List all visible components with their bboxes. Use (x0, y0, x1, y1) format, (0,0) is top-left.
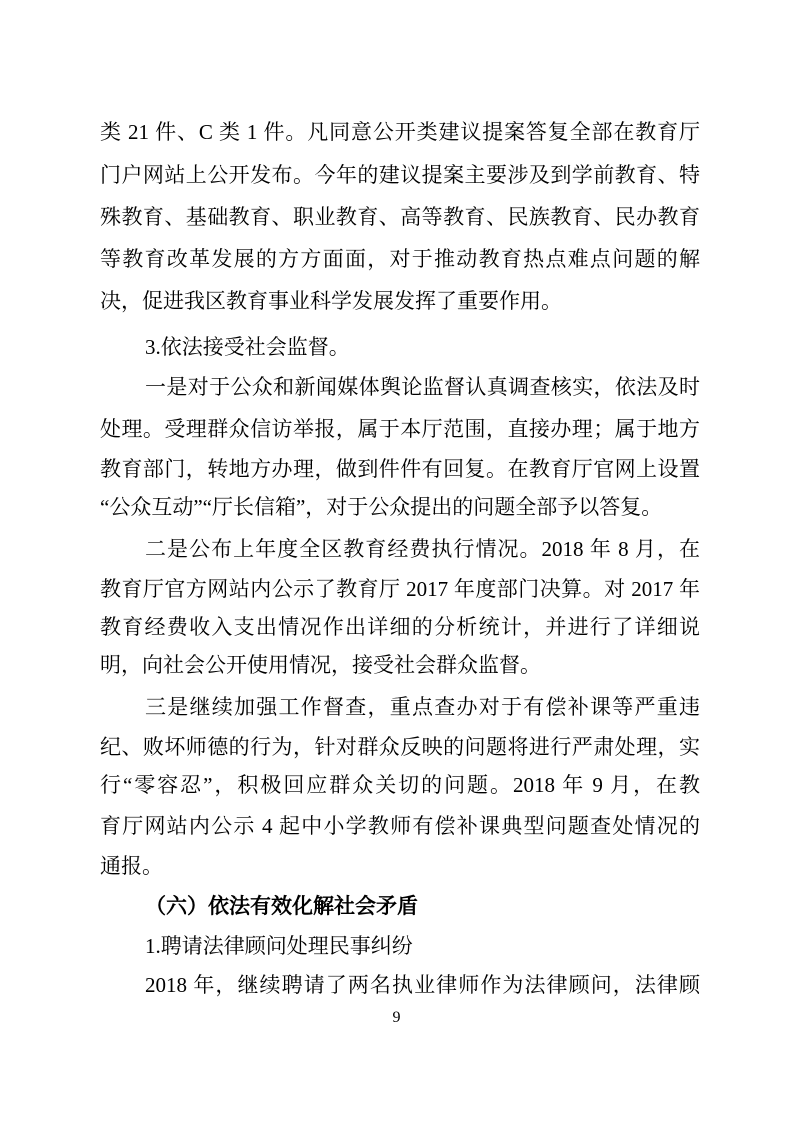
text-line: 三是继续加强工作督查，重点查办对于有偿补课等严重违 (145, 695, 700, 719)
text-line: 一是对于公众和新闻媒体舆论监督认真调查核实，依法及时 (145, 375, 700, 399)
text-line: 殊教育、基础教育、职业教育、高等教育、民族教育、民办教育 (100, 205, 700, 229)
section-heading-text: （六）依法有效化解社会矛盾 (145, 894, 418, 918)
text-line: 教育部门，转地方办理，做到件件有回复。在教育厅官网上设置 (100, 457, 700, 481)
text-line: 等教育改革发展的方方面面，对于推动教育热点难点问题的解 (100, 247, 700, 271)
text-line: 教育厅官方网站内公示了教育厅 2017 年度部门决算。对 2017 年 (100, 577, 700, 601)
text-line: 2018 年，继续聘请了两名执业律师作为法律顾问，法律顾 (145, 973, 700, 997)
text-line: 行“零容忍”，积极回应群众关切的问题。2018 年 9 月，在教 (100, 773, 700, 797)
text-line: 处理。受理群众信访举报，属于本厅范围，直接办理；属于地方 (100, 417, 700, 441)
text-line: 育厅网站内公示 4 起中小学教师有偿补课典型问题查处情况的 (100, 814, 700, 838)
text-line: “公众互动”“厅长信箱”，对于公众提出的问题全部予以答复。 (100, 495, 663, 519)
text-line: 纪、败坏师德的行为，针对群众反映的问题将进行严肃处理，实 (100, 735, 700, 759)
text-line: 3.依法接受社会监督。 (145, 335, 350, 359)
text-line: 通报。 (100, 854, 163, 878)
text-line: 决，促进我区教育事业科学发展发挥了重要作用。 (100, 289, 562, 313)
text-line: 类 21 件、C 类 1 件。凡同意公开类建议提案答复全部在教育厅 (100, 120, 700, 144)
text-line: 门户网站上公开发布。今年的建议提案主要涉及到学前教育、特 (100, 163, 700, 187)
text-line: 1.聘请法律顾问处理民事纠纷 (145, 934, 413, 958)
text-line: 明，向社会公开使用情况，接受社会群众监督。 (100, 653, 541, 677)
text-line: 二是公布上年度全区教育经费执行情况。2018 年 8 月，在 (145, 537, 700, 561)
page-number: 9 (392, 1009, 401, 1026)
text-line: 教育经费收入支出情况作出详细的分析统计，并进行了详细说 (100, 615, 700, 639)
